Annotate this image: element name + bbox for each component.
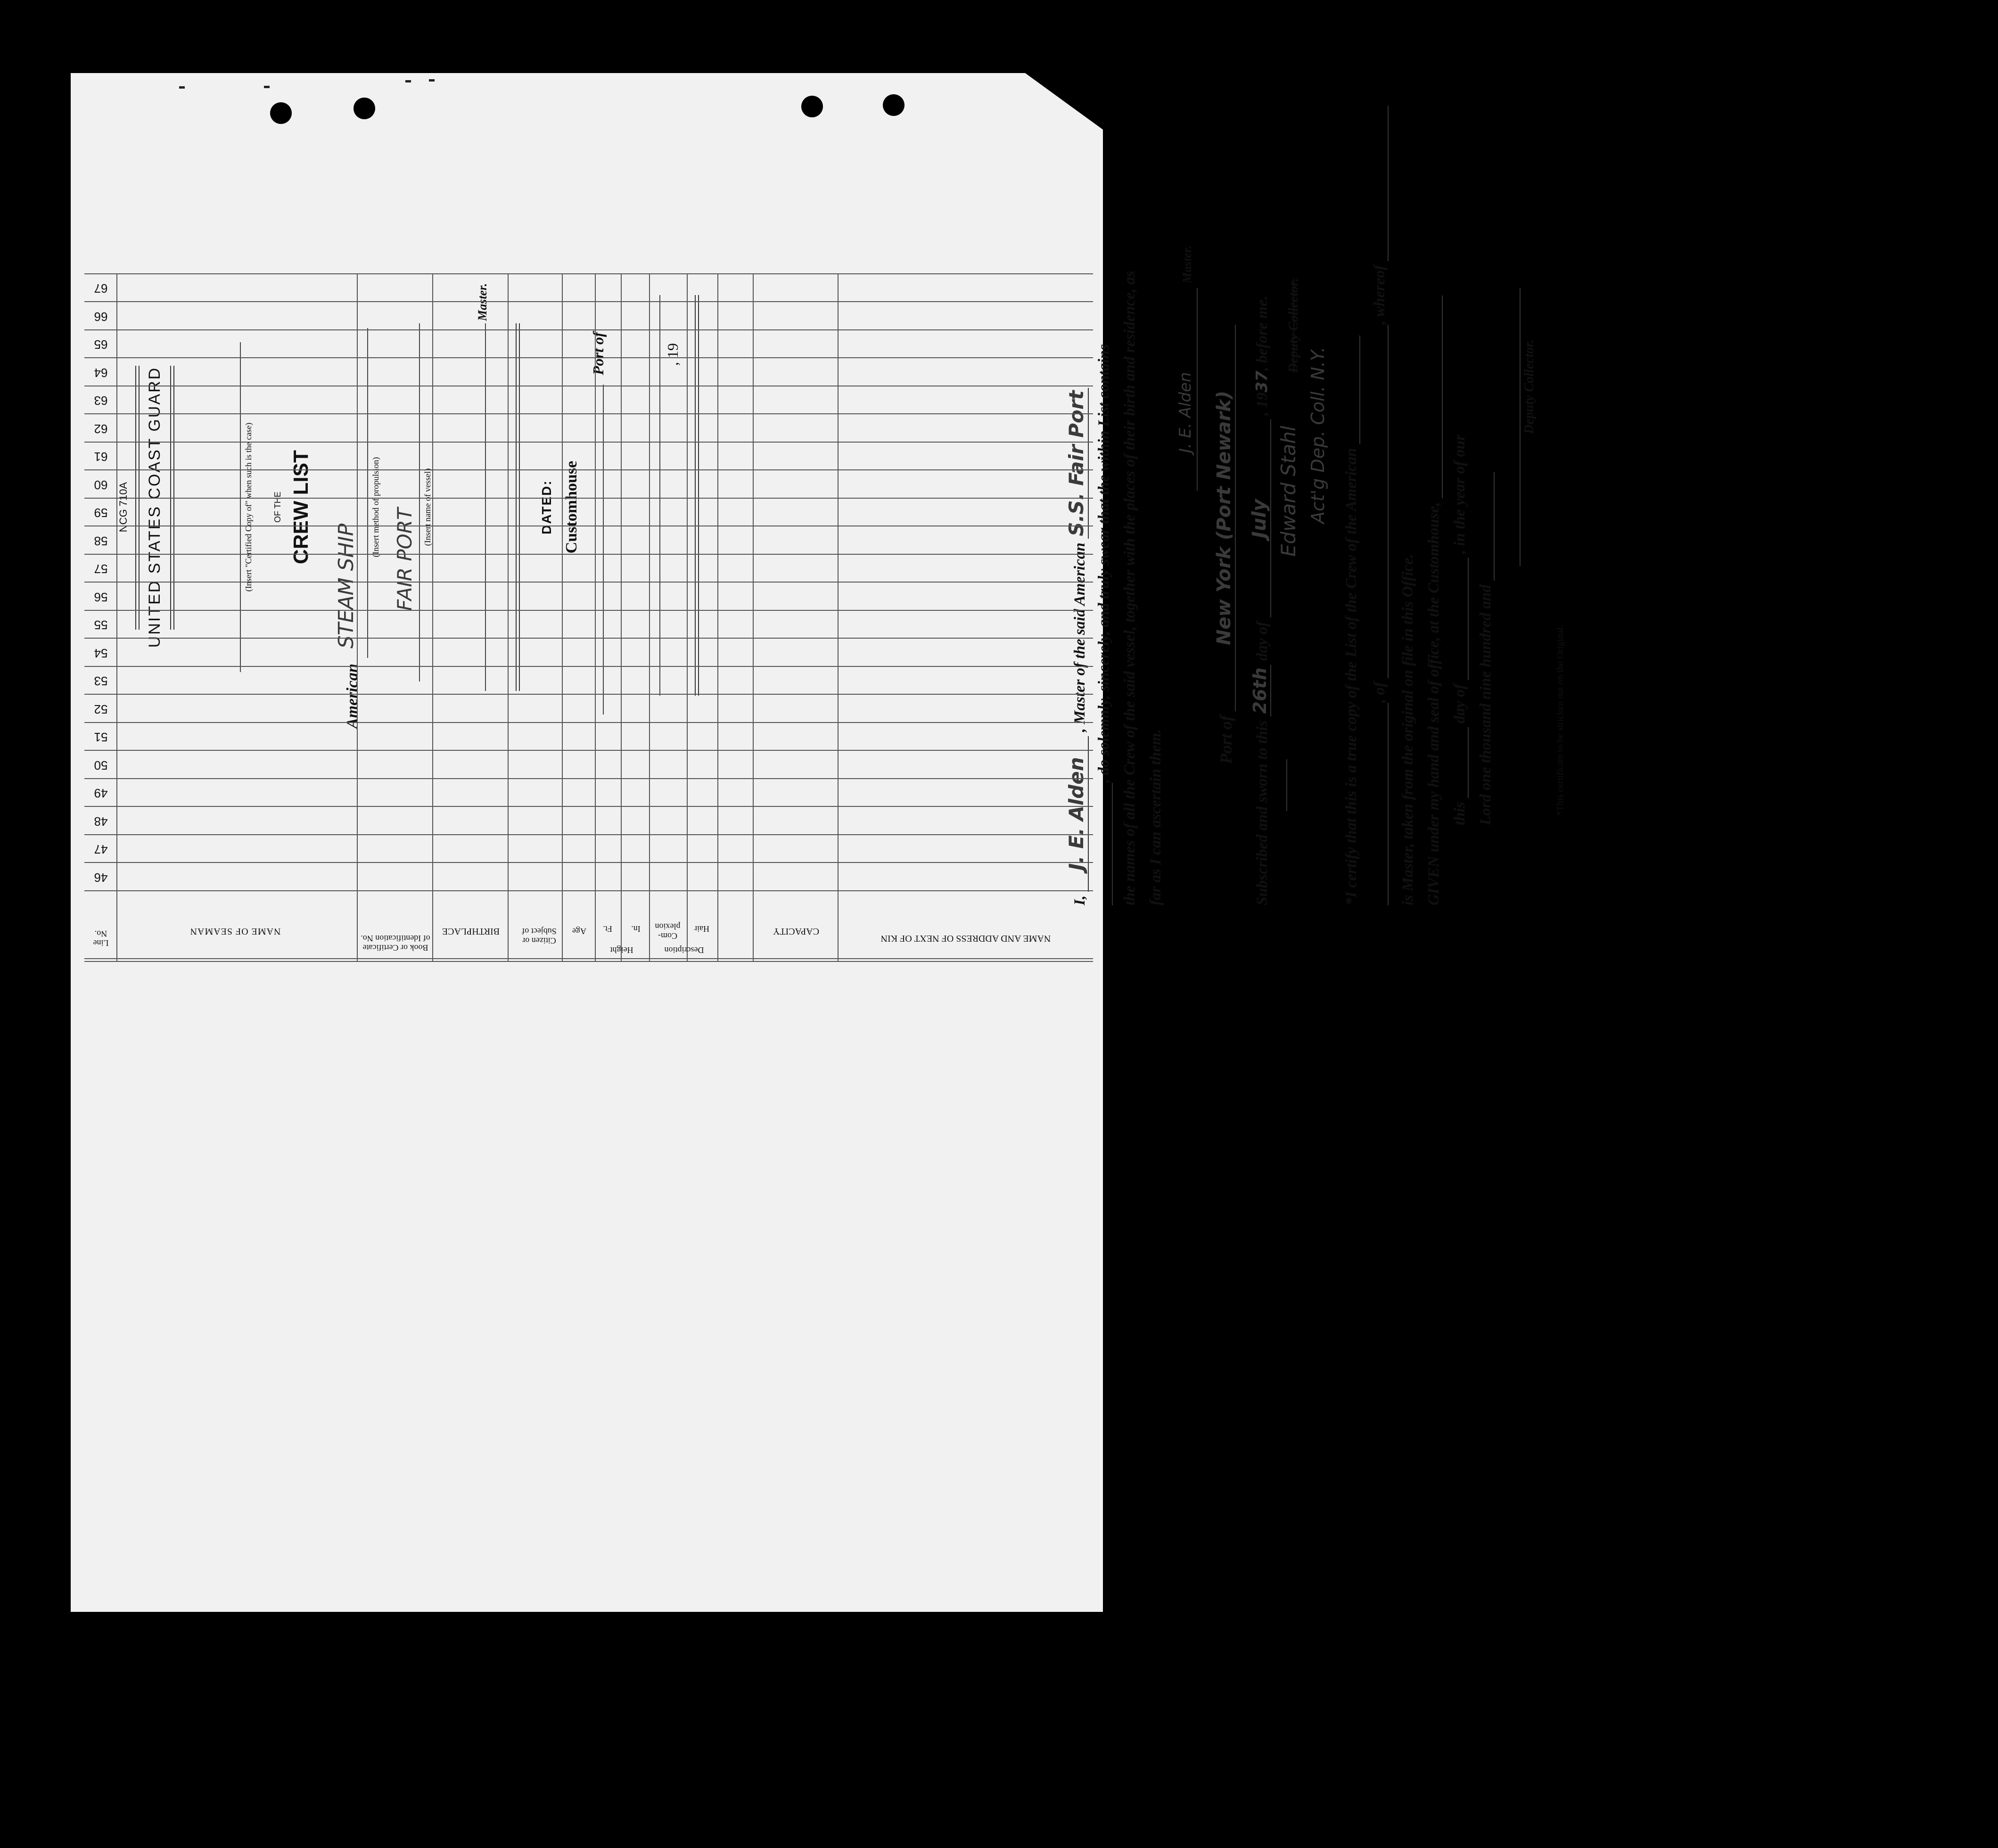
- year-field: , 19: [664, 343, 681, 366]
- line-number: 53: [94, 674, 108, 689]
- of-label: , of: [1371, 682, 1388, 703]
- vessel-name-field: S.S. Fair Port: [1065, 388, 1089, 539]
- table-row: [84, 470, 1093, 471]
- header-citizen: Citizen or Subject of: [522, 927, 557, 945]
- line-number: 54: [94, 646, 108, 660]
- col-divider: [753, 274, 754, 962]
- line-number: 67: [94, 281, 108, 296]
- vessel-note: (Insert name of vessel): [423, 468, 432, 546]
- official-signature: Edward Stahl: [1277, 426, 1300, 557]
- port-of-label: Port of: [590, 332, 607, 375]
- col-divider: [432, 274, 433, 962]
- sworn-prefix: Subscribed and sworn to this: [1254, 720, 1271, 905]
- cover-master-label: Master.: [476, 283, 489, 321]
- form-number: NCG 710A: [117, 482, 129, 533]
- line-number: 48: [94, 814, 108, 829]
- master-name-field: J. E. Alden: [1065, 736, 1089, 892]
- header-hair: Hair: [694, 924, 709, 934]
- of-the-label: OF THE: [273, 492, 282, 523]
- whereof-label: , whereof: [1371, 265, 1388, 325]
- table-row: [84, 442, 1093, 443]
- line-number: 59: [94, 506, 108, 520]
- sworn-day-field: 26th: [1250, 665, 1271, 716]
- line-number: 52: [94, 702, 108, 716]
- crew-list-title: CREW LIST: [289, 450, 312, 564]
- col-divider: [717, 274, 718, 962]
- line-number: 66: [94, 310, 108, 324]
- table-row: [84, 302, 1093, 303]
- line-number: 57: [94, 562, 108, 576]
- table-row: [84, 722, 1093, 723]
- certify-line: *I certify that this is a true copy of the List of the Crew of the American: [1343, 448, 1360, 905]
- header-next-of-kin: NAME AND ADDRESS OF NEXT OF KIN: [880, 933, 1051, 944]
- deputy-collector-label: Deputy Collector.: [1286, 278, 1301, 373]
- agency-name: UNITED STATES COAST GUARD: [146, 366, 164, 648]
- table-row: [84, 358, 1093, 359]
- table-row: [84, 750, 1093, 751]
- col-divider: [649, 274, 650, 962]
- header-name: NAME OF SEAMAN: [189, 926, 281, 936]
- header-capacity: CAPACITY: [773, 926, 820, 936]
- dated-label: DATED:: [539, 480, 554, 534]
- table-row: [84, 694, 1093, 695]
- sworn-year-field: 37: [1252, 370, 1271, 393]
- customhouse-label: Customhouse: [563, 460, 580, 554]
- table-row: [84, 834, 1093, 835]
- table-row: [84, 526, 1093, 527]
- header-ft: Ft.: [603, 924, 612, 934]
- col-divider: [595, 274, 596, 962]
- table-row: [84, 806, 1093, 807]
- table-row: [84, 273, 1093, 274]
- master-oath-section: [1051, 161, 1998, 905]
- table-top-rule: [84, 961, 1093, 962]
- line-number: 60: [94, 478, 108, 492]
- col-divider: [508, 274, 509, 962]
- port-label: Port of: [1217, 715, 1235, 764]
- line-number: 64: [94, 366, 108, 380]
- given-line: GIVEN under my hand and seal of office, at the Customhouse,: [1425, 502, 1442, 905]
- day-of-label-2: day of: [1451, 684, 1468, 723]
- table-row: [84, 778, 1093, 779]
- line-number: 58: [94, 534, 108, 548]
- table-row: [84, 666, 1093, 667]
- col-divider: [838, 274, 839, 962]
- table-header-rule: [84, 890, 1093, 891]
- header-description: Description: [664, 945, 704, 955]
- table-row: [84, 582, 1093, 583]
- line-number: 62: [94, 422, 108, 436]
- day-of-label: day of: [1254, 621, 1271, 661]
- deputy-collector-label-2: Deputy Collector.: [1522, 339, 1537, 434]
- vessel-field: FAIR PORT: [393, 508, 416, 611]
- line-number: 63: [94, 394, 108, 408]
- header-age: Age: [572, 927, 586, 936]
- table-row: [84, 498, 1093, 499]
- lord-line: Lord one thousand nine hundred and: [1477, 584, 1494, 825]
- line-number: 47: [94, 842, 108, 857]
- header-book: Book or Certificate of Identification No.: [361, 934, 430, 953]
- this-label: this: [1451, 802, 1468, 825]
- line-number: 55: [94, 618, 108, 632]
- table-row: [84, 638, 1093, 639]
- line-number: 50: [94, 758, 108, 772]
- oath-prefix: I,: [1071, 895, 1088, 905]
- col-divider: [562, 274, 563, 962]
- line-number: 56: [94, 590, 108, 604]
- oath-line-3: the names of all the Crew of the said vessel, together with the places of their birth and residence, as: [1121, 271, 1138, 905]
- master-label: Master.: [1180, 245, 1194, 283]
- line-number: 65: [94, 337, 108, 352]
- master-taken-line: is Master, taken from the original on file in this Office.: [1399, 554, 1416, 905]
- table-row: [84, 862, 1093, 863]
- american-label: American: [344, 664, 361, 729]
- line-number: 51: [94, 730, 108, 745]
- col-divider: [687, 274, 688, 962]
- oath-mid: , Master of the said American: [1071, 542, 1088, 732]
- header-height: Height: [610, 945, 633, 955]
- header-complexion: Com-plexion: [655, 922, 681, 941]
- crew-table: [84, 274, 1093, 962]
- table-top-rule: [84, 958, 1093, 959]
- line-number: 61: [94, 450, 108, 464]
- master-signature: J. E. Alden: [1176, 372, 1195, 453]
- line-number: 49: [94, 786, 108, 801]
- year-prefix: , 19: [1254, 392, 1271, 416]
- certified-copy-note: (Insert "Certified Copy of" when such is the case): [244, 422, 253, 592]
- in-year-label: , in the year of our: [1451, 435, 1468, 554]
- col-divider: [357, 274, 358, 962]
- before-me-label: , before me.: [1254, 296, 1271, 371]
- certificate-footnote: *This certificate to be stricken out on the Original.: [1555, 625, 1565, 816]
- port-name-field: New York (Port Newark): [1213, 325, 1236, 711]
- header-line-no: Line No.: [93, 929, 109, 948]
- oath-line-4: far as I can ascertain them.: [1147, 729, 1164, 905]
- table-row: [84, 554, 1093, 555]
- header-birthplace: BIRTHPLACE: [442, 926, 500, 936]
- col-divider: [116, 274, 117, 962]
- table-row: [84, 329, 1093, 330]
- sworn-month-field: July: [1249, 419, 1271, 617]
- table-row: [84, 610, 1093, 611]
- propulsion-note: (Insert method of propulsion): [371, 457, 380, 558]
- official-title: Act'g Dep. Coll. N.Y.: [1307, 346, 1328, 524]
- header-in: In.: [631, 924, 641, 934]
- col-divider: [621, 274, 622, 962]
- propulsion-field: STEAM SHIP: [334, 523, 358, 649]
- table-row: [84, 414, 1093, 415]
- oath-line-2: , do solemnly, sincerely, and truly swear that the within List contains: [1095, 344, 1112, 783]
- line-number: 46: [94, 871, 108, 885]
